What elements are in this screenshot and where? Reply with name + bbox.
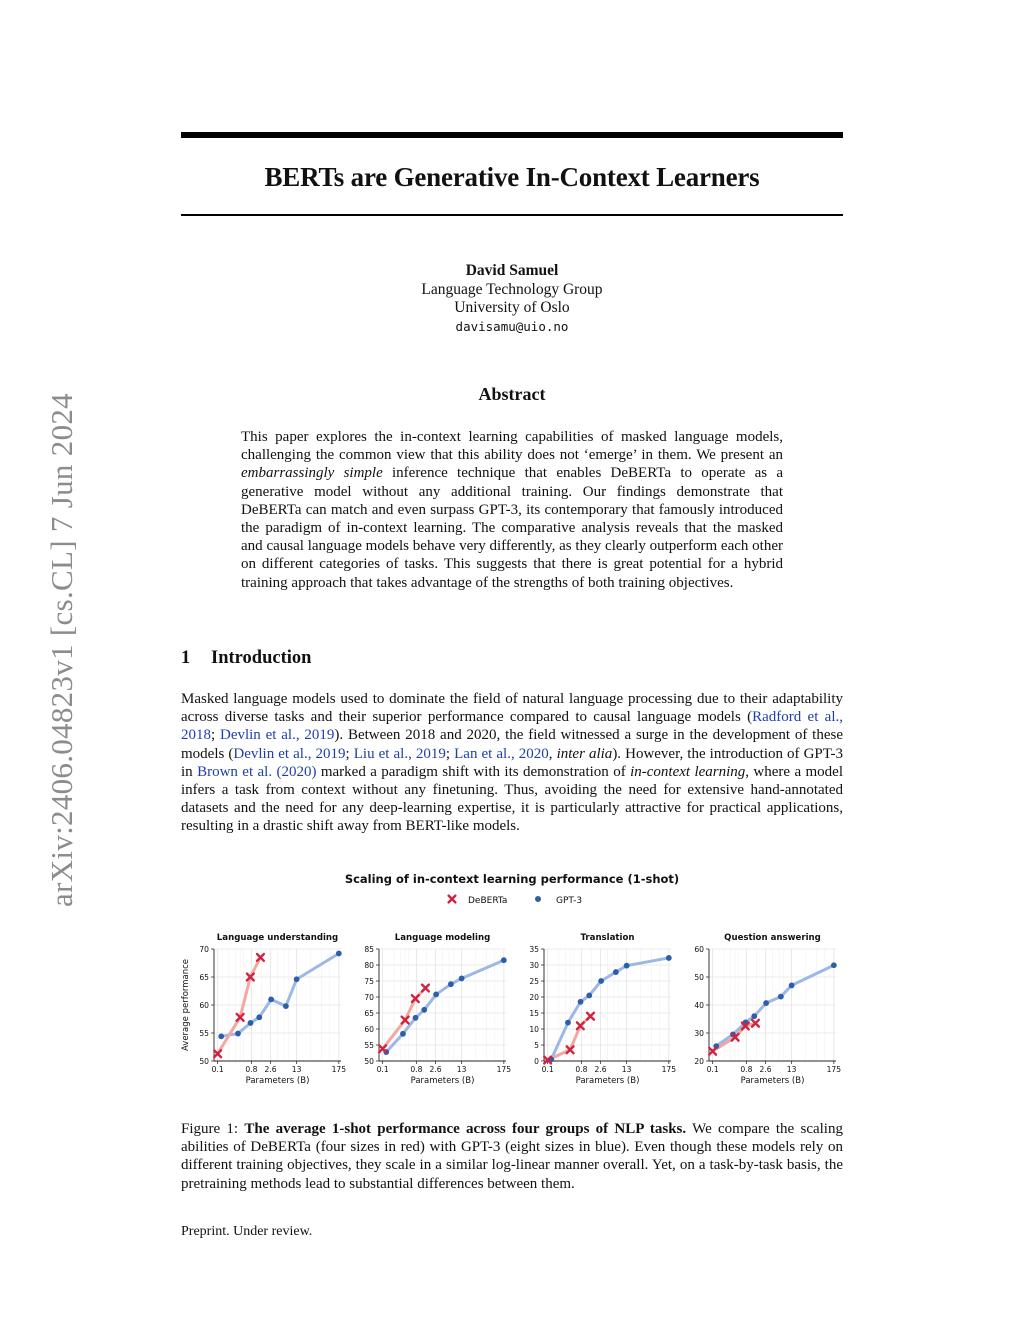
y-tick-label: 20 — [529, 992, 539, 1002]
gpt3-data-point — [294, 976, 300, 982]
y-tick-label: 40 — [694, 1000, 704, 1010]
y-tick-label: 5 — [534, 1040, 539, 1050]
y-tick-label: 55 — [364, 1040, 374, 1050]
gpt3-data-point — [256, 1014, 262, 1020]
x-tick-label: 0.1 — [376, 1065, 389, 1074]
y-tick-label: 10 — [529, 1024, 539, 1034]
x-tick-label: 0.8 — [575, 1065, 588, 1074]
citation-link[interactable]: Liu et al., 2019 — [353, 745, 446, 762]
intro-emphasis: inter alia — [556, 745, 613, 762]
gpt3-data-point — [218, 1033, 224, 1039]
gpt3-data-point — [598, 978, 604, 984]
panel-title: Language understanding — [216, 933, 339, 943]
y-axis-label: Average performance — [181, 958, 191, 1052]
intro-text: , — [548, 745, 557, 762]
gpt3-data-point — [789, 983, 795, 989]
x-tick-label: 2.6 — [594, 1065, 607, 1074]
y-tick-label: 30 — [694, 1028, 704, 1038]
x-tick-label: 0.8 — [740, 1065, 753, 1074]
y-tick-label: 60 — [364, 1024, 374, 1034]
y-tick-label: 60 — [694, 944, 704, 954]
arxiv-identifier: arXiv:2406.04823v1 [cs.CL] 7 Jun 2024 — [44, 393, 79, 907]
x-tick-label: 175 — [661, 1065, 677, 1074]
x-tick-label: 175 — [496, 1065, 512, 1074]
x-tick-label: 2.6 — [429, 1065, 442, 1074]
title-rule-bottom — [181, 214, 843, 216]
gpt3-data-point — [578, 999, 584, 1005]
intro-text: ). However, the introduction of GPT-3 in — [181, 745, 844, 780]
x-tick-label: 175 — [331, 1065, 347, 1074]
gpt3-data-point — [421, 1007, 427, 1013]
intro-emphasis: in-context learning — [630, 763, 746, 780]
panel-title: Question answering — [724, 933, 821, 943]
gpt3-data-point — [248, 1020, 254, 1026]
intro-text: ; — [211, 727, 220, 744]
gpt3-data-point — [235, 1031, 241, 1037]
panel-title: Language modeling — [394, 933, 491, 943]
legend-deberta-label: DeBERTa — [468, 896, 508, 906]
section-heading-introduction — [181, 648, 311, 669]
y-tick-label: 50 — [199, 1056, 209, 1066]
x-axis-label: Parameters (B) — [245, 1076, 310, 1086]
gpt3-data-point — [666, 955, 672, 961]
introduction-paragraph — [181, 690, 843, 836]
caption-bold: The average 1-shot performance across four groups of NLP tasks. — [244, 1121, 687, 1137]
y-tick-label: 0 — [534, 1056, 539, 1066]
section-title: Introduction — [211, 648, 312, 668]
gpt3-data-point — [459, 976, 465, 982]
footer-note: Preprint. Under review. — [181, 1224, 313, 1239]
y-tick-label: 60 — [199, 1000, 209, 1010]
scaling-chart — [176, 866, 848, 1096]
x-tick-label: 0.1 — [706, 1065, 719, 1074]
paper-title: BERTs are Generative In-Context Learners — [264, 162, 760, 192]
x-tick-label: 175 — [826, 1065, 842, 1074]
intro-text: marked a paradigm shift with its demonstration of — [316, 763, 631, 780]
citation-link[interactable]: Radford et al., 2018 — [181, 709, 843, 744]
chart-title: Scaling of in-context learning performance (1-shot) — [344, 872, 680, 886]
citation-link[interactable]: Devlin et al., 2019 — [233, 745, 346, 762]
deberta-data-point — [587, 1013, 594, 1020]
x-axis-label: Parameters (B) — [740, 1076, 805, 1086]
intro-text: ; — [445, 745, 455, 762]
legend-gpt3-marker — [535, 896, 541, 902]
author-affiliation-university: University of Oslo — [454, 299, 570, 316]
citation-link[interactable]: Devlin et al., 2019 — [219, 727, 335, 744]
citation-link[interactable]: Brown et al. (2020) — [197, 763, 317, 780]
y-tick-label: 25 — [529, 976, 539, 986]
figure-caption — [181, 1120, 843, 1193]
x-tick-label: 2.6 — [264, 1065, 277, 1074]
gpt3-data-point — [763, 1000, 769, 1006]
gpt3-data-point — [448, 981, 454, 987]
x-tick-label: 0.8 — [245, 1065, 258, 1074]
x-tick-label: 0.1 — [211, 1065, 224, 1074]
y-tick-label: 35 — [529, 944, 539, 954]
title-rule-top — [181, 132, 843, 138]
section-number: 1 — [181, 648, 191, 668]
deberta-series-line — [218, 957, 261, 1053]
y-tick-label: 65 — [199, 972, 209, 982]
y-tick-label: 30 — [529, 960, 539, 970]
intro-text: , where a model infers a task from context without any finetuning. Thus, avoiding the need for extensive hand-annotated datasets and the need for any deep-learning expertise, it is particularly attractive for practical applications, resulting in a drastic shift away from BERT-like models. — [181, 763, 843, 835]
x-tick-label: 0.8 — [410, 1065, 423, 1074]
gpt3-data-point — [586, 993, 592, 999]
gpt3-data-point — [778, 994, 784, 1000]
x-tick-label: 13 — [621, 1065, 632, 1074]
x-tick-label: 13 — [456, 1065, 467, 1074]
gpt3-data-point — [283, 1003, 289, 1009]
intro-text: ; — [345, 745, 354, 762]
y-tick-label: 55 — [199, 1028, 209, 1038]
y-tick-label: 80 — [364, 960, 374, 970]
author-block — [181, 262, 843, 336]
y-tick-label: 70 — [199, 944, 209, 954]
x-tick-label: 2.6 — [759, 1065, 772, 1074]
x-axis-label: Parameters (B) — [575, 1076, 640, 1086]
gpt3-data-point — [268, 997, 274, 1003]
x-axis-label: Parameters (B) — [410, 1076, 475, 1086]
citation-link[interactable]: Lan et al., 2020 — [454, 745, 549, 762]
x-tick-label: 0.1 — [541, 1065, 554, 1074]
x-tick-label: 13 — [786, 1065, 797, 1074]
gpt3-data-point — [413, 1015, 419, 1021]
y-tick-label: 85 — [364, 944, 374, 954]
gpt3-data-point — [624, 963, 630, 969]
y-tick-label: 50 — [694, 972, 704, 982]
author-name: David Samuel — [465, 262, 559, 279]
y-tick-label: 15 — [529, 1008, 539, 1018]
y-tick-label: 50 — [364, 1056, 374, 1066]
x-tick-label: 13 — [291, 1065, 302, 1074]
legend-deberta-marker — [449, 896, 456, 903]
y-tick-label: 20 — [694, 1056, 704, 1066]
y-tick-label: 65 — [364, 1008, 374, 1018]
gpt3-data-point — [831, 962, 837, 968]
abstract-text — [241, 428, 783, 592]
y-tick-label: 70 — [364, 992, 374, 1002]
gpt3-data-point — [336, 951, 342, 957]
gpt3-data-point — [501, 957, 507, 963]
gpt3-data-point — [433, 992, 439, 998]
abstract-text-part: This paper explores the in-context learning capabilities of masked language models, challenging the common view that this ability does not ‘emerge’ in them. We present an — [241, 429, 783, 464]
deberta-data-point — [422, 985, 429, 992]
abstract-text-part: inference technique that enables DeBERTa to operate as a generative model without any additional training. Our findings demonstrate that DeBERTa can match and even surpass GPT-3, its contemporary that famously introduced the paradigm of in-context learning. The comparative analysis reveals that the masked and causal language models behave very differently, as they clearly outperform each other on different categories of tasks. This suggests that there is great potential for a hybrid training approach that takes advantage of the strengths of both training objectives. — [241, 465, 784, 591]
gpt3-data-point — [565, 1020, 571, 1026]
caption-text: We compare the scaling abilities of DeBERTa (four sizes in red) with GPT-3 (eight sizes in blue). Even though these models rely on different training objectives, they scale in a similar log-linear manner overall. Yet, on a task-by-task basis, the pretraining methods lead to substantial differences between them. — [181, 1121, 843, 1192]
y-tick-label: 75 — [364, 976, 374, 986]
legend-gpt3-label: GPT-3 — [556, 896, 583, 906]
panel-title: Translation — [580, 933, 635, 943]
author-email: davisamu@uio.no — [455, 318, 569, 334]
author-affiliation-group: Language Technology Group — [421, 280, 603, 298]
gpt3-data-point — [613, 969, 619, 975]
abstract-emphasis: embarrassingly simple — [241, 465, 383, 482]
gpt3-data-point — [751, 1013, 757, 1019]
intro-text: ). Between 2018 and 2020, the field witnessed a surge in the development of these models ( — [181, 727, 843, 762]
figure-1 — [176, 866, 848, 1096]
caption-label: Figure 1: — [181, 1121, 245, 1137]
abstract-heading: Abstract — [478, 384, 546, 404]
gpt3-data-point — [400, 1031, 406, 1037]
intro-text: Masked language models used to dominate the field of natural language processing due to their adaptability across diverse tasks and their superior performance compared to causal language models ( — [181, 691, 843, 726]
